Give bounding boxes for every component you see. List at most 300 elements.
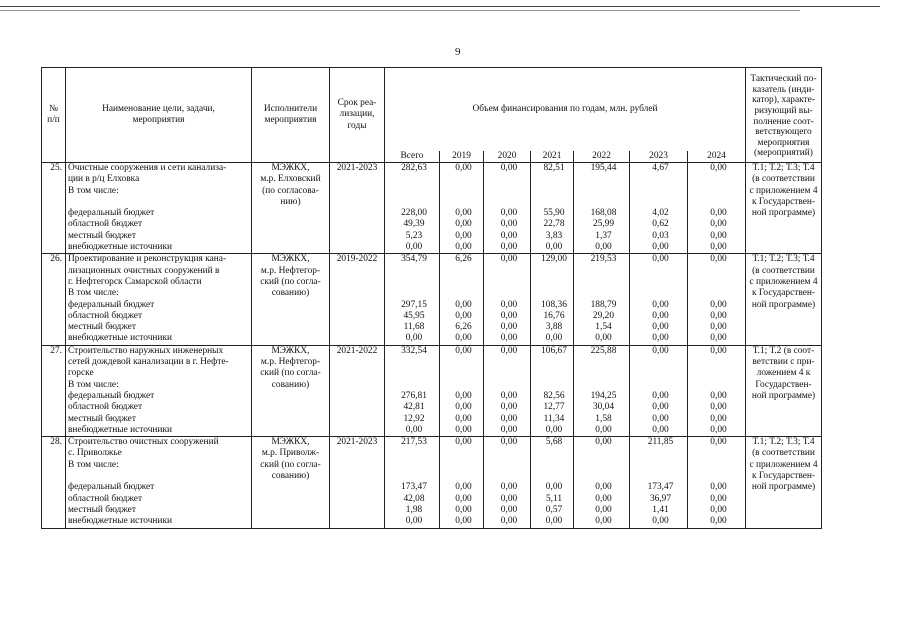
row-executor-line: м.р. Нефтегор- (252, 266, 330, 277)
row-executor-line (252, 300, 330, 311)
row-name-line: внебюджетные источники (66, 425, 252, 437)
row-name-line: федеральный бюджет (66, 208, 252, 219)
row-value (630, 174, 688, 185)
row-value: 0,00 (440, 242, 484, 254)
row-value: 195,44 (574, 163, 630, 175)
row-term (330, 322, 385, 333)
row-indicator-line: ложением 4 к (746, 368, 822, 379)
row-value (440, 266, 484, 277)
row-value: 0,00 (484, 219, 531, 230)
row-value (630, 288, 688, 299)
row-value (688, 277, 746, 288)
row-executor-line: МЭЖКХ, (252, 254, 330, 266)
row-value (440, 277, 484, 288)
row-value (385, 368, 440, 379)
row-value: 0,00 (440, 391, 484, 402)
header-indicator: Тактический по- казатель (инди- катор), характе- ризующий вы- полнение соот- ветствующего мероприятия (мероприятий) (746, 68, 822, 163)
row-value: 0,00 (630, 254, 688, 266)
row-value (574, 277, 630, 288)
row-value (630, 186, 688, 197)
row-number (42, 448, 66, 459)
row-indicator-line (746, 402, 822, 413)
row-value: 0,00 (688, 231, 746, 242)
row-value: 1,54 (574, 322, 630, 333)
row-name-line: сетей дождевой канализации в г. Нефте- (66, 357, 252, 368)
row-value: 0,00 (688, 391, 746, 402)
row-value: 0,00 (688, 516, 746, 528)
row-value (531, 277, 574, 288)
table-row (42, 402, 822, 413)
row-value: 0,00 (484, 311, 531, 322)
row-value: 0,00 (385, 425, 440, 437)
row-indicator-line: к Государствен- (746, 471, 822, 482)
row-indicator-line (746, 242, 822, 254)
row-value: 4,02 (630, 208, 688, 219)
row-value: 1,41 (630, 505, 688, 516)
row-term (330, 414, 385, 425)
row-value (531, 460, 574, 471)
row-number (42, 197, 66, 208)
row-indicator-line: ветствии с при- (746, 357, 822, 368)
row-value: 0,00 (688, 322, 746, 333)
row-value: 332,54 (385, 345, 440, 357)
row-value (484, 460, 531, 471)
table-row (42, 516, 822, 528)
table-row (42, 357, 822, 368)
header-year-2022: 2022 (574, 151, 630, 163)
table-row (42, 288, 822, 299)
row-executor-line (252, 402, 330, 413)
row-value: 0,00 (630, 311, 688, 322)
row-indicator-line: ной программе) (746, 300, 822, 311)
row-number (42, 277, 66, 288)
row-executor-line (252, 219, 330, 230)
row-value: 0,00 (688, 242, 746, 254)
row-name-line: внебюджетные источники (66, 516, 252, 528)
row-executor-line: м.р. Елховский (252, 174, 330, 185)
row-value (385, 380, 440, 391)
row-value: 5,68 (531, 437, 574, 449)
row-term (330, 380, 385, 391)
row-executor-line (252, 333, 330, 345)
header-num: № п/п (42, 68, 66, 163)
row-value (385, 266, 440, 277)
row-indicator-line (746, 425, 822, 437)
row-value: 0,00 (440, 505, 484, 516)
row-name-line: местный бюджет (66, 322, 252, 333)
row-value: 0,00 (385, 333, 440, 345)
row-value (574, 288, 630, 299)
row-value: 0,00 (688, 219, 746, 230)
row-indicator-line: (в соответствии (746, 266, 822, 277)
table-row (42, 414, 822, 425)
row-number (42, 425, 66, 437)
row-value (574, 174, 630, 185)
row-indicator-line: к Государствен- (746, 197, 822, 208)
row-value: 0,00 (440, 437, 484, 449)
row-value (440, 186, 484, 197)
row-value (531, 380, 574, 391)
row-term (330, 231, 385, 242)
row-value: 11,68 (385, 322, 440, 333)
row-indicator-line: (в соответствии (746, 448, 822, 459)
row-name-line: местный бюджет (66, 414, 252, 425)
table-row (42, 219, 822, 230)
table-row (42, 333, 822, 345)
row-value: 297,15 (385, 300, 440, 311)
row-name-line: внебюджетные источники (66, 242, 252, 254)
row-value: 0,00 (630, 345, 688, 357)
row-indicator-line: Государствен- (746, 380, 822, 391)
row-value: 0,00 (484, 391, 531, 402)
row-value: 0,00 (688, 208, 746, 219)
row-name-line: Строительство очистных сооружений (66, 437, 252, 449)
row-value: 0,00 (484, 345, 531, 357)
row-name-line (66, 471, 252, 482)
row-value (531, 368, 574, 379)
row-value: 0,03 (630, 231, 688, 242)
row-executor-line: МЭЖКХ, (252, 163, 330, 175)
row-value: 0,00 (574, 425, 630, 437)
row-value (688, 186, 746, 197)
row-value (574, 460, 630, 471)
row-name-line: областной бюджет (66, 219, 252, 230)
table-row (42, 300, 822, 311)
row-value: 168,08 (574, 208, 630, 219)
row-value (531, 471, 574, 482)
row-number (42, 505, 66, 516)
row-name-line: ции в р/ц Елховка (66, 174, 252, 185)
row-value: 0,00 (630, 242, 688, 254)
header-year-2019: 2019 (440, 151, 484, 163)
row-value (440, 448, 484, 459)
row-indicator-line (746, 505, 822, 516)
row-value (630, 266, 688, 277)
scan-edge-line-secondary (0, 10, 800, 11)
row-value (630, 277, 688, 288)
row-value (574, 197, 630, 208)
row-indicator-line: с приложением 4 (746, 186, 822, 197)
row-indicator-line: Т.1; Т.2; Т.3; Т.4 (746, 437, 822, 449)
row-number: 28. (42, 437, 66, 449)
row-value: 1,98 (385, 505, 440, 516)
table-body (42, 163, 822, 529)
row-value: 0,00 (484, 402, 531, 413)
row-value: 0,00 (440, 402, 484, 413)
row-name-line: областной бюджет (66, 494, 252, 505)
row-value: 0,00 (688, 425, 746, 437)
row-term (330, 402, 385, 413)
row-value: 0,00 (574, 333, 630, 345)
row-value: 0,00 (574, 516, 630, 528)
row-value: 0,00 (440, 482, 484, 493)
row-value: 0,00 (688, 402, 746, 413)
row-name-line: Очистные сооружения и сети канализа- (66, 163, 252, 175)
row-value: 0,00 (440, 516, 484, 528)
row-value: 0,00 (688, 345, 746, 357)
row-name-line: внебюджетные источники (66, 333, 252, 345)
row-name-line: В том числе: (66, 380, 252, 391)
row-value (440, 357, 484, 368)
row-term: 2021-2023 (330, 163, 385, 175)
row-indicator-line: с приложением 4 (746, 277, 822, 288)
row-executor-line: сованию) (252, 471, 330, 482)
row-value (574, 357, 630, 368)
row-value: 173,47 (630, 482, 688, 493)
row-name-line: местный бюджет (66, 505, 252, 516)
row-value (440, 380, 484, 391)
row-number (42, 391, 66, 402)
row-value: 0,00 (484, 516, 531, 528)
row-value: 194,25 (574, 391, 630, 402)
row-value: 0,00 (630, 425, 688, 437)
table-row (42, 174, 822, 185)
row-name-line: областной бюджет (66, 402, 252, 413)
row-indicator-line: ной программе) (746, 482, 822, 493)
table-row (42, 163, 822, 175)
row-value: 12,92 (385, 414, 440, 425)
row-number: 26. (42, 254, 66, 266)
row-executor-line (252, 391, 330, 402)
row-term (330, 186, 385, 197)
row-value (484, 448, 531, 459)
row-value: 0,00 (630, 516, 688, 528)
row-value: 0,00 (440, 300, 484, 311)
table-row (42, 266, 822, 277)
row-value: 1,37 (574, 231, 630, 242)
row-indicator-line (746, 311, 822, 322)
table-row (42, 448, 822, 459)
table-row (42, 322, 822, 333)
table-row (42, 311, 822, 322)
row-value: 0,00 (484, 208, 531, 219)
row-value (484, 357, 531, 368)
row-value: 5,11 (531, 494, 574, 505)
row-value (440, 368, 484, 379)
row-value: 188,79 (574, 300, 630, 311)
row-value (484, 471, 531, 482)
row-value: 0,57 (531, 505, 574, 516)
row-value: 0,00 (688, 494, 746, 505)
row-executor-line: (по согласова- (252, 186, 330, 197)
row-value (531, 197, 574, 208)
row-indicator-line (746, 333, 822, 345)
row-executor-line: ский (по согла- (252, 460, 330, 471)
table-row (42, 505, 822, 516)
header-year-2021: 2021 (531, 151, 574, 163)
table-row (42, 277, 822, 288)
row-value: 0,00 (688, 333, 746, 345)
row-value (484, 174, 531, 185)
row-value (688, 460, 746, 471)
row-value: 228,00 (385, 208, 440, 219)
row-value: 0,00 (484, 163, 531, 175)
row-value: 0,00 (484, 322, 531, 333)
row-value (484, 380, 531, 391)
row-value (385, 174, 440, 185)
row-value: 0,00 (484, 494, 531, 505)
row-value: 0,00 (440, 345, 484, 357)
row-value: 0,00 (440, 425, 484, 437)
row-executor-line (252, 425, 330, 437)
row-term: 2019-2022 (330, 254, 385, 266)
row-value: 0,00 (630, 414, 688, 425)
row-term (330, 277, 385, 288)
row-indicator-line: (в соответствии (746, 174, 822, 185)
row-value: 5,23 (385, 231, 440, 242)
row-value: 42,81 (385, 402, 440, 413)
row-value (630, 471, 688, 482)
row-value: 0,00 (630, 402, 688, 413)
row-executor-line: ский (по согла- (252, 277, 330, 288)
row-value (688, 448, 746, 459)
row-indicator-line: с приложением 4 (746, 460, 822, 471)
row-term: 2021-2023 (330, 437, 385, 449)
row-name-line: местный бюджет (66, 231, 252, 242)
row-name-line: федеральный бюджет (66, 391, 252, 402)
row-value: 0,00 (688, 505, 746, 516)
row-term (330, 505, 385, 516)
row-name-line (66, 197, 252, 208)
row-number (42, 242, 66, 254)
row-value (531, 174, 574, 185)
row-term: 2021-2022 (330, 345, 385, 357)
row-term (330, 494, 385, 505)
row-term (330, 425, 385, 437)
row-term (330, 242, 385, 254)
table-header (42, 68, 822, 163)
row-value: 0,00 (484, 437, 531, 449)
row-name-line: федеральный бюджет (66, 482, 252, 493)
table-row (42, 242, 822, 254)
row-term (330, 300, 385, 311)
row-term (330, 208, 385, 219)
row-name-line: В том числе: (66, 186, 252, 197)
row-number (42, 402, 66, 413)
row-value: 36,97 (630, 494, 688, 505)
row-value (484, 277, 531, 288)
row-value: 0,00 (484, 414, 531, 425)
row-value: 4,67 (630, 163, 688, 175)
row-value: 211,85 (630, 437, 688, 449)
row-value: 45,95 (385, 311, 440, 322)
row-number (42, 460, 66, 471)
header-year-total: Всего (385, 151, 440, 163)
row-executor-line (252, 242, 330, 254)
scan-edge-line (0, 6, 880, 7)
row-value (385, 471, 440, 482)
row-value: 11,34 (531, 414, 574, 425)
row-value (484, 368, 531, 379)
row-value (385, 460, 440, 471)
row-term (330, 482, 385, 493)
row-term (330, 516, 385, 528)
row-value (385, 448, 440, 459)
row-number (42, 482, 66, 493)
row-number (42, 174, 66, 185)
row-value: 0,00 (574, 482, 630, 493)
row-executor-line (252, 505, 330, 516)
row-indicator-line: Т.1; Т.2; Т.3; Т.4 (746, 254, 822, 266)
table-row (42, 380, 822, 391)
row-value: 16,76 (531, 311, 574, 322)
row-indicator-line (746, 231, 822, 242)
row-name-line: областной бюджет (66, 311, 252, 322)
table-row (42, 197, 822, 208)
row-executor-line: м.р. Приволж- (252, 448, 330, 459)
row-value: 0,00 (531, 516, 574, 528)
row-value: 282,63 (385, 163, 440, 175)
row-executor-line (252, 208, 330, 219)
row-number (42, 357, 66, 368)
row-value (484, 288, 531, 299)
row-executor-line: нию) (252, 197, 330, 208)
row-value: 354,79 (385, 254, 440, 266)
row-value: 55,90 (531, 208, 574, 219)
row-value (630, 460, 688, 471)
row-name-line: горске (66, 368, 252, 379)
row-name-line: г. Нефтегорск Самарской области (66, 277, 252, 288)
row-value (531, 288, 574, 299)
row-number: 27. (42, 345, 66, 357)
row-value (688, 197, 746, 208)
row-term (330, 174, 385, 185)
row-value (531, 357, 574, 368)
row-value: 25,99 (574, 219, 630, 230)
header-executors: Исполнители мероприятия (252, 68, 330, 163)
row-value (440, 471, 484, 482)
row-term (330, 219, 385, 230)
row-value (531, 266, 574, 277)
row-name-line: федеральный бюджет (66, 300, 252, 311)
row-value (385, 197, 440, 208)
row-value (688, 380, 746, 391)
row-value: 3,83 (531, 231, 574, 242)
row-executor-line (252, 231, 330, 242)
row-value (630, 368, 688, 379)
row-value (484, 266, 531, 277)
row-value (574, 380, 630, 391)
row-value (531, 186, 574, 197)
row-value: 0,00 (531, 242, 574, 254)
row-name-line: Проектирование и реконструкция кана- (66, 254, 252, 266)
row-value: 0,00 (574, 505, 630, 516)
row-number (42, 380, 66, 391)
row-executor-line (252, 414, 330, 425)
table-row (42, 471, 822, 482)
header-financing: Объем финансирования по годам, млн. рублей (385, 68, 746, 151)
row-executor-line: МЭЖКХ, (252, 345, 330, 357)
row-value: 29,20 (574, 311, 630, 322)
row-value (574, 448, 630, 459)
row-name-line: с. Приволжье (66, 448, 252, 459)
row-value: 0,00 (531, 425, 574, 437)
row-value: 6,26 (440, 322, 484, 333)
row-value: 0,00 (531, 482, 574, 493)
row-indicator-line: Т.1; Т.2 (в соот- (746, 345, 822, 357)
row-value (688, 288, 746, 299)
row-value: 12,77 (531, 402, 574, 413)
row-value: 0,00 (688, 482, 746, 493)
header-year-2023: 2023 (630, 151, 688, 163)
row-value: 0,00 (574, 437, 630, 449)
row-value: 108,36 (531, 300, 574, 311)
row-number (42, 208, 66, 219)
row-value: 0,00 (440, 494, 484, 505)
row-value: 0,00 (440, 208, 484, 219)
row-number (42, 219, 66, 230)
row-value: 173,47 (385, 482, 440, 493)
